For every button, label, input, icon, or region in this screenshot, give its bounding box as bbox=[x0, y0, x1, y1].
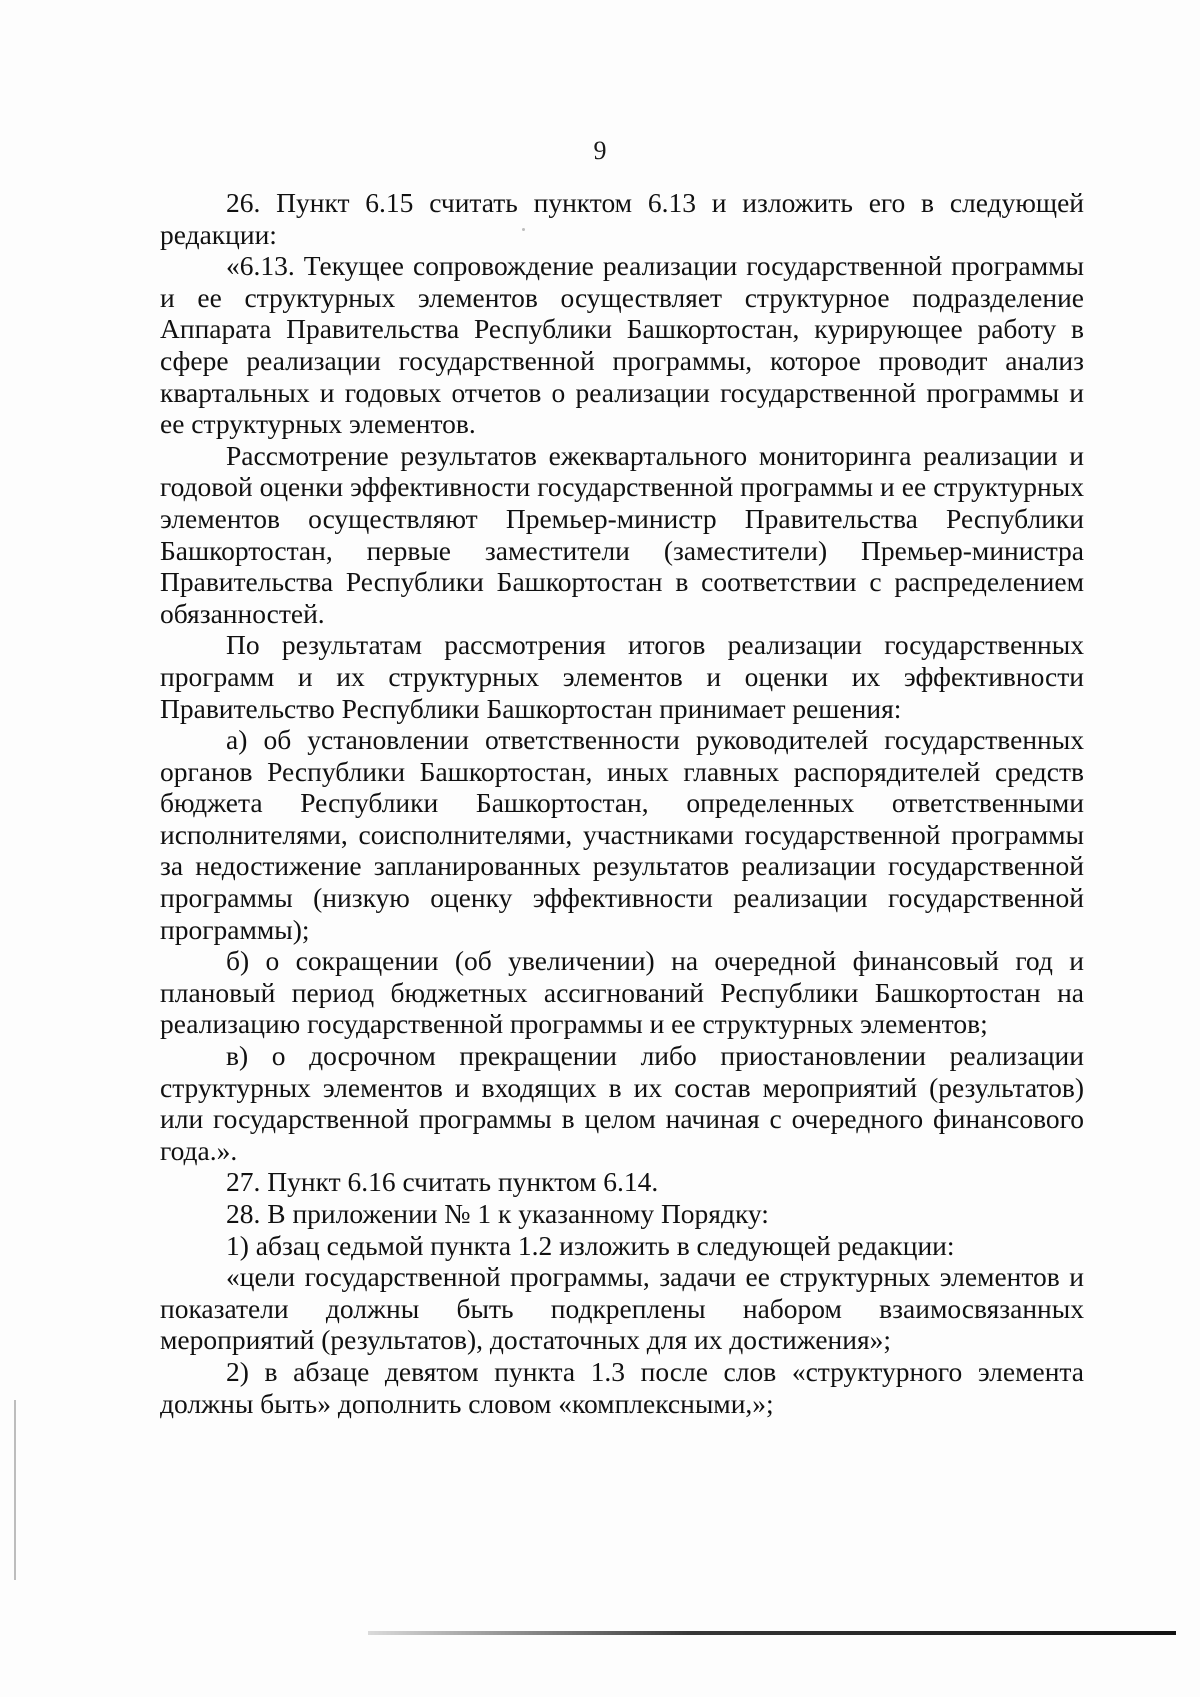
document-body bbox=[160, 187, 1084, 1419]
paragraph-review-results: Рассмотрение результатов ежеквартального мониторинга реализации и годовой оценки эффективности государственной программы и ее структурных элементов осуществляют Премьер-министр Правительства Республики Башкортостан, первые заместители (заместители) Премьер-министра Правительства Республики Башкортостан в соответствии с распределением обязанностей. bbox=[160, 439, 1084, 629]
paragraph-decision-v: в) о досрочном прекращении либо приостановлении реализации структурных элементов и входящих в их состав мероприятий (результатов) или государственной программы в целом начиная с очередного финансового года.». bbox=[160, 1040, 1084, 1166]
paragraph-item-28: 28. В приложении № 1 к указанному Порядку: bbox=[226, 1198, 769, 1229]
paragraph-item-26: 26. Пункт 6.15 считать пунктом 6.13 и изложить его в следующей редакции: bbox=[160, 187, 1084, 250]
paragraph-subitem-1-text: «цели государственной программы, задачи ее структурных элементов и показатели должны быть подкреплены набором взаимосвязанных мероприятий (результатов), достаточных для их достижения»; bbox=[160, 1261, 1084, 1356]
scan-edge-mark bbox=[14, 1400, 16, 1580]
paragraph-decision-a: а) об установлении ответственности руководителей государственных органов Республики Башкортостан, иных главных распорядителей средств бюджета Республики Башкортостан, определенных ответственными исполнителями, соисполнителями, участниками государственной программы за недостижение запланированных результатов реализации государственной программы (низкую оценку эффективности реализации государственной программы); bbox=[160, 724, 1084, 945]
paragraph-decision-b: б) о сокращении (об увеличении) на очередной финансовый год и плановый период бюджетных ассигнований Республики Башкортостан на реализацию государственной программы и ее структурных элементов; bbox=[160, 945, 1084, 1040]
scan-speck bbox=[522, 228, 525, 231]
paragraph-subitem-1: 1) абзац седьмой пункта 1.2 изложить в следующей редакции: bbox=[226, 1229, 955, 1261]
paragraph-item-27: 27. Пункт 6.16 считать пунктом 6.14. bbox=[226, 1166, 659, 1198]
paragraph-subitem-2: 2) в абзаце девятом пункта 1.3 после слов «структурного элемента должны быть» дополнить словом «комплексными,»; bbox=[160, 1355, 1084, 1419]
paragraph-clause-6-13: «6.13. Текущее сопровождение реализации государственной программы и ее структурных элементов осуществляет структурное подразделение Аппарата Правительства Республики Башкортостан, курирующее работу в сфере реализации государственной программы, которое проводит анализ квартальных и годовых отчетов о реализации государственной программы и ее структурных элементов. bbox=[160, 250, 1084, 440]
page-number: 9 bbox=[593, 136, 607, 165]
scan-bottom-rule bbox=[368, 1631, 1176, 1635]
paragraph-decisions-intro: По результатам рассмотрения итогов реализации государственных программ и их структурных элементов и оценки их эффективности Правительство Республики Башкортостан принимает решения: bbox=[160, 629, 1084, 724]
